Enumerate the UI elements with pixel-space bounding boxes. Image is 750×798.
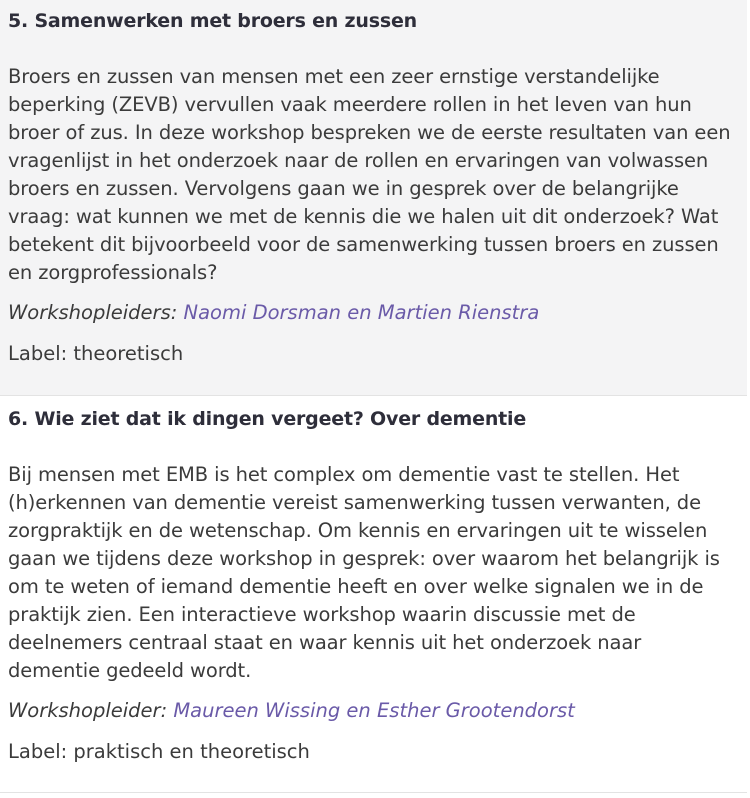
workshop-label: Label: praktisch en theoretisch — [8, 740, 310, 763]
leaders-label: Workshopleider: — [8, 699, 168, 722]
workshop-title: 5. Samenwerken met broers en zussen — [8, 10, 417, 32]
leaders-label: Workshopleiders: — [8, 301, 178, 324]
leaders-names: Maureen Wissing en Esther Grootendorst — [173, 699, 575, 722]
workshop-leaders — [8, 697, 739, 725]
workshop-title: 6. Wie ziet dat ik dingen vergeet? Over dementie — [8, 408, 527, 430]
workshop-label: Label: theoretisch — [8, 342, 184, 365]
workshop-description: Bij mensen met EMB is het complex om dementie vast te stellen. Het (h)erkennen van dementie vereist samenwerking tussen verwanten, de zorgpraktijk en de wetenschap. Om kennis en ervaringen uit te wisselen gaan we tijdens deze workshop in gesprek: over waarom het belangrijk is om te weten of iemand dementie heeft en over welke signalen we in de praktijk zien. Een interactieve workshop waarin discussie met de deelnemers centraal staat en waar kennis uit het onderzoek naar dementie gedeeld wordt. — [8, 463, 720, 682]
workshop-leaders — [8, 299, 739, 327]
workshop-5 — [0, 0, 747, 396]
leaders-names: Naomi Dorsman en Martien Rienstra — [183, 301, 540, 324]
workshop-6 — [0, 396, 747, 793]
workshop-description: Broers en zussen van mensen met een zeer ernstige verstandelijke beperking (ZEVB) vervullen vaak meerdere rollen in het leven van hun broer of zus. In deze workshop bespreken we de eerste resultaten van een vragenlijst in het onderzoek naar de rollen en ervaringen van volwassen broers en zussen. Vervolgens gaan we in gesprek over de belangrijke vraag: wat kunnen we met de kennis die we halen uit dit onderzoek? Wat betekent dit bijvoorbeeld voor de samenwerking tussen broers en zussen en zorgprofessionals? — [8, 65, 731, 284]
